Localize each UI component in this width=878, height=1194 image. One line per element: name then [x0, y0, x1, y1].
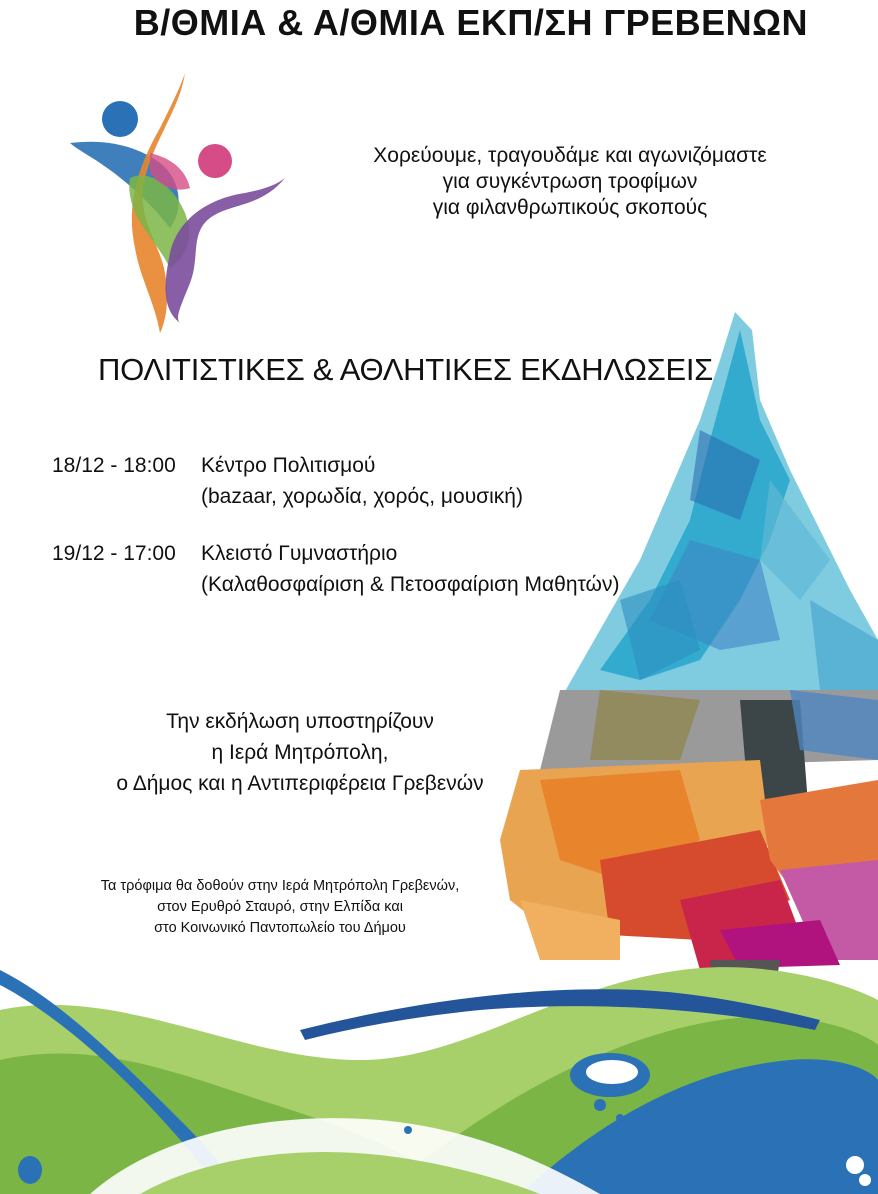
- dancing-figures-logo: [60, 68, 300, 338]
- section-title: ΠΟΛΙΤΙΣΤΙΚΕΣ & ΑΘΛΗΤΙΚΕΣ ΕΚΔΗΛΩΣΕΙΣ: [98, 352, 714, 387]
- tagline-line: για φιλανθρωπικούς σκοπούς: [432, 196, 708, 219]
- support-line: ο Δήμος και η Αντιπεριφέρεια Γρεβενών: [116, 772, 484, 795]
- note-line: στο Κοινωνικό Παντοπωλείο του Δήμου: [154, 920, 406, 936]
- tagline-line: Χορεύουμε, τραγουδάμε και αγωνιζόμαστε: [373, 144, 767, 167]
- support-line: η Ιερά Μητρόπολη,: [211, 741, 389, 764]
- tagline: [330, 143, 810, 221]
- event-details: [201, 538, 619, 600]
- event-activities: (bazaar, χορωδία, χορός, μουσική): [201, 485, 523, 508]
- event-activities: (Καλαθοσφαίριση & Πετοσφαίριση Μαθητών): [201, 573, 620, 596]
- donation-note: [40, 876, 520, 939]
- note-line: στον Ερυθρό Σταυρό, στην Ελπίδα και: [157, 899, 403, 915]
- tagline-line: για συγκέντρωση τροφίμων: [442, 170, 698, 193]
- event-datetime: 18/12 - 18:00: [52, 454, 176, 477]
- event-venue: Κλειστό Γυμναστήριο: [201, 542, 398, 565]
- event-venue: Κέντρο Πολιτισμού: [201, 454, 376, 477]
- page-title: Β/ΘΜΙΑ & Α/ΘΜΙΑ ΕΚΠ/ΣΗ ΓΡΕΒΕΝΩΝ: [133, 2, 808, 43]
- support-statement: [60, 706, 540, 799]
- event-details: [201, 450, 523, 512]
- support-line: Την εκδήλωση υποστηρίζουν: [166, 710, 434, 733]
- note-line: Τα τρόφιμα θα δοθούν στην Ιερά Μητρόπολη Γρεβενών,: [100, 878, 460, 894]
- event-datetime: 19/12 - 17:00: [52, 542, 176, 565]
